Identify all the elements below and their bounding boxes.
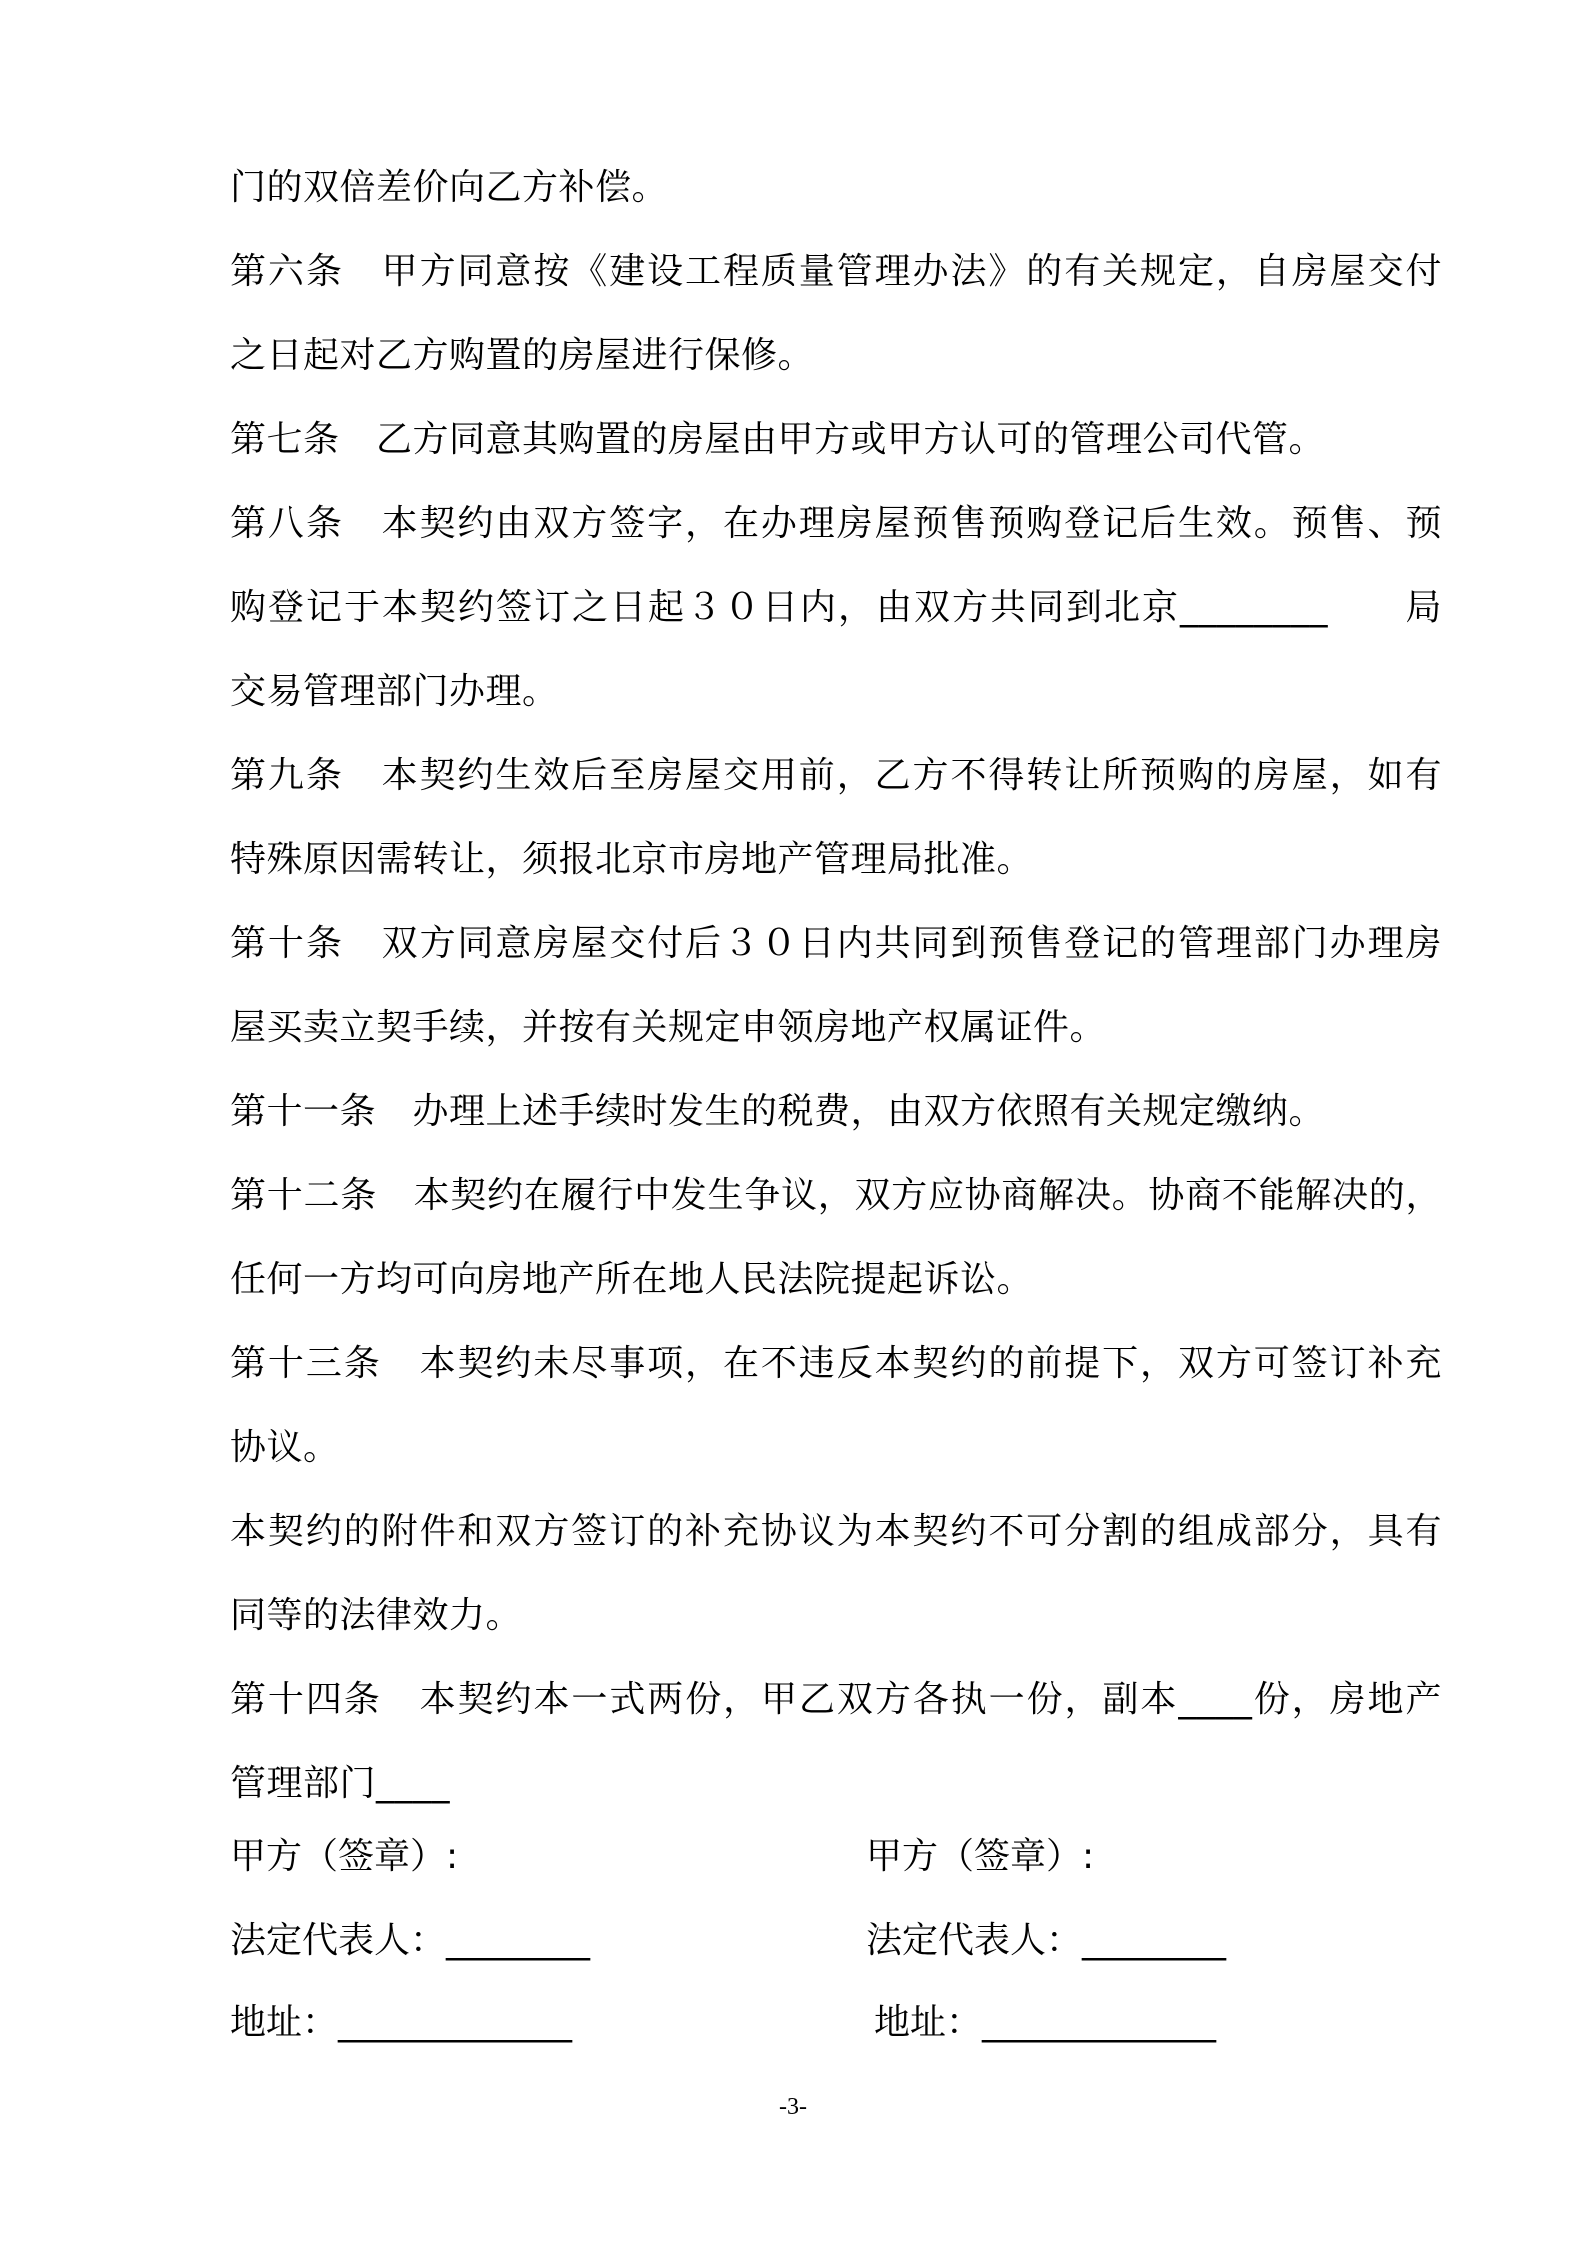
right-party-signature: 甲方（签章）:: [866, 1836, 1095, 1877]
page-number: -3-: [779, 2094, 807, 2120]
right-legal-representative: 法定代表人：________: [866, 1920, 1227, 1961]
text-line: 第十一条 办理上述手续时发生的税费，由双方依照有关规定缴纳。: [230, 1091, 1326, 1132]
left-address: 地址：_____________: [230, 2002, 573, 2043]
text-line: 管理部门____: [230, 1763, 451, 1804]
appendix-clause: [230, 1490, 1442, 1658]
text-line: 购登记于本契约签订之日起３０日内，由双方共同到北京________ 局: [230, 587, 1442, 628]
article-11: [230, 1070, 1442, 1154]
text-line: 协议。: [230, 1427, 340, 1468]
text-line: 之日起对乙方购置的房屋进行保修。: [230, 335, 815, 376]
text-line: 交易管理部门办理。: [230, 671, 559, 712]
text-line: 门的双倍差价向乙方补偿。: [230, 167, 669, 208]
text-line: 第十二条 本契约在履行中发生争议，双方应协商解决。协商不能解决的，: [230, 1175, 1442, 1216]
text-line: 第十条 双方同意房屋交付后３０日内共同到预售登记的管理部门办理房: [230, 923, 1442, 964]
text-line: 第十四条 本契约本一式两份，甲乙双方各执一份，副本____份，房地产: [230, 1679, 1442, 1720]
left-legal-representative: 法定代表人：________: [230, 1920, 591, 1961]
article-8: [230, 482, 1442, 734]
article-7: [230, 398, 1442, 482]
text-line: 第八条 本契约由双方签字，在办理房屋预售预购登记后生效。预售、预: [230, 503, 1442, 544]
text-line: 同等的法律效力。: [230, 1595, 523, 1636]
text-line: 特殊原因需转让，须报北京市房地产管理局批准。: [230, 839, 1034, 880]
text-line: 本契约的附件和双方签订的补充协议为本契约不可分割的组成部分，具有: [230, 1511, 1442, 1552]
text-line: 屋买卖立契手续，并按有关规定申领房地产权属证件。: [230, 1007, 1107, 1048]
right-address: 地址：_____________: [874, 2002, 1217, 2043]
text-line: 第十三条 本契约未尽事项，在不违反本契约的前提下，双方可签订补充: [230, 1343, 1442, 1384]
paragraph-continuation: [230, 146, 1442, 230]
text-line: 第九条 本契约生效后至房屋交用前，乙方不得转让所预购的房屋，如有: [230, 755, 1442, 796]
article-12: [230, 1154, 1442, 1322]
text-line: 任何一方均可向房地产所在地人民法院提起诉讼。: [230, 1259, 1034, 1300]
text-line: 第六条 甲方同意按《建设工程质量管理办法》的有关规定，自房屋交付: [230, 251, 1442, 292]
article-10: [230, 902, 1442, 1070]
article-14: [230, 1658, 1442, 1826]
article-9: [230, 734, 1442, 902]
article-13: [230, 1322, 1442, 1490]
article-6: [230, 230, 1442, 398]
text-line: 第七条 乙方同意其购置的房屋由甲方或甲方认可的管理公司代管。: [230, 419, 1326, 460]
left-party-signature: 甲方（签章）:: [230, 1836, 459, 1877]
